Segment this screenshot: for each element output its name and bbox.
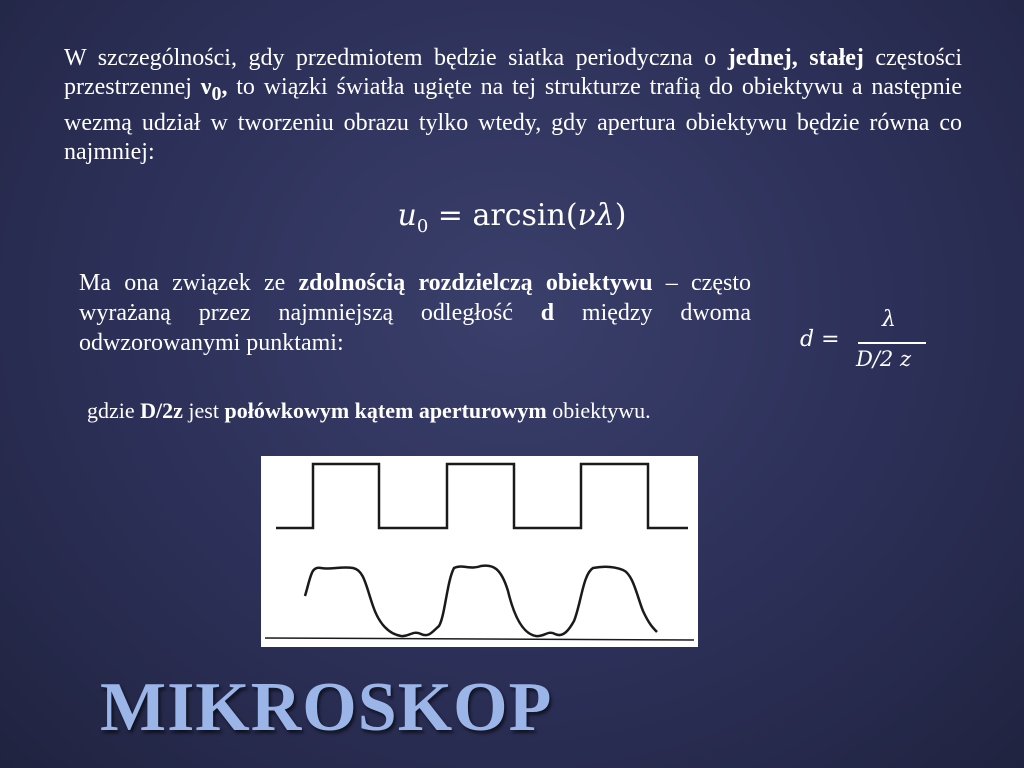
half-angle-bold: połówkowym kątem aperturowym — [224, 398, 547, 423]
aperture-formula: $u_0 = \arcsin(\nu\lambda)$ — [397, 198, 627, 237]
d2z-bold: D/2z — [140, 398, 183, 423]
intro-paragraph — [64, 44, 962, 167]
resolution-formula — [800, 305, 940, 385]
slide-title: MIKROSKOP — [100, 669, 553, 746]
formula-denominator: D/2 z — [856, 347, 912, 371]
intro-bold-1: jednej, stałej — [727, 45, 864, 71]
resolution-paragraph: Ma ona związek ze zdolnością rozdzielczą obiektywu – często wyrażaną przez najmniejszą odległość d między dwoma odwzorowanymi punktami: — [79, 270, 752, 356]
fraction-bar — [858, 342, 926, 344]
formula-numerator: λ — [882, 307, 896, 332]
grating-image-figure — [261, 456, 698, 647]
intro-text-1: W szczególności, gdy przedmiotem będzie siatka periodyczna o — [64, 45, 728, 71]
distance-d-bold: d — [540, 300, 555, 326]
diffracted-image-curve — [305, 566, 657, 637]
baseline — [265, 638, 694, 640]
grating-waveform-diagram — [261, 456, 698, 647]
formula-lhs: d = — [800, 327, 840, 352]
aperture-angle-note: gdzie D/2z jest połówkowym kątem aperturowym obiektywu. — [87, 398, 651, 423]
resolution-bold: zdolnością rozdzielczą obiektywu — [298, 270, 653, 296]
square-wave-object — [276, 464, 688, 528]
nu-symbol: $\nu_0$, — [200, 74, 228, 105]
intro-text-3: to wiązki światła ugięte na tej strukturze trafią do obiektywu a następnie wezmą udział w tworzeniu obrazu tylko wtedy, gdy apertura obiektywu będzie równa co najmniej: — [64, 74, 962, 165]
intro-text-2: częstości przestrzennej — [64, 45, 962, 100]
